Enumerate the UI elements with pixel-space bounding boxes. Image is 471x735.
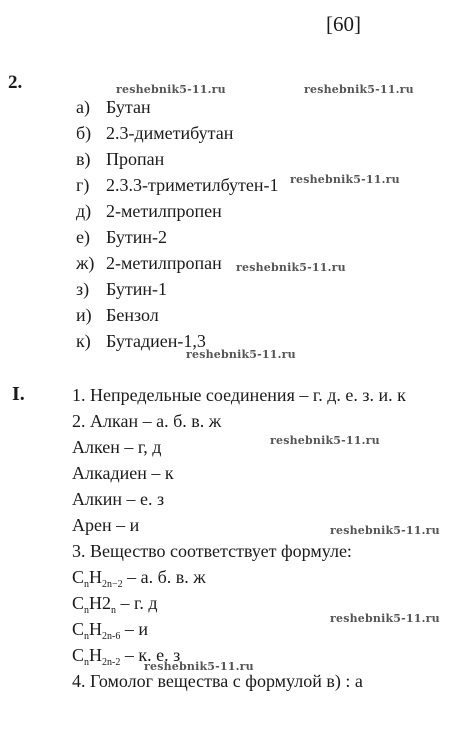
item-label: ж) [76, 253, 95, 273]
formula-c-index: n [84, 605, 90, 616]
answer-line: Алкен – г, д [72, 437, 162, 457]
list-item [76, 149, 164, 169]
formula-h-index: 2n-6 [102, 631, 121, 642]
formula-line [72, 593, 158, 616]
item-text: 2.3-диметибутан [106, 123, 234, 143]
watermark: reshebnik5-11.ru [304, 83, 414, 96]
item-label: г) [76, 175, 90, 195]
formula-h: H [89, 619, 103, 639]
item-text: Бутин-2 [106, 227, 168, 247]
list-item [76, 201, 222, 221]
answer-line: Алкин – е. з [72, 489, 165, 509]
list-item [76, 253, 222, 273]
list-item [76, 305, 159, 325]
formula-c: C [72, 619, 85, 639]
item-text: Бензол [106, 305, 159, 325]
answer-line: 3. Вещество соответствует формуле: [72, 541, 352, 561]
item-text: Пропан [106, 149, 165, 169]
item-text: Бутадиен-1,3 [106, 331, 206, 351]
formula-c-index: n [84, 631, 90, 642]
watermark: reshebnik5-11.ru [330, 612, 440, 625]
answer-line: 1. Непредельные соединения – г. д. е. з. и. к [72, 385, 406, 405]
list-item [76, 279, 167, 299]
answer-line: 4. Гомолог вещества с формулой в) : а [72, 671, 363, 691]
formula-answer: – и [120, 619, 148, 639]
section-I-number: I. [12, 383, 25, 405]
formula-line [72, 567, 206, 590]
watermark: reshebnik5-11.ru [290, 173, 400, 186]
watermark: reshebnik5-11.ru [186, 348, 296, 361]
formula-h-index: n [111, 605, 117, 616]
item-text: 2.3.3-триметилбутен-1 [106, 175, 279, 195]
answer-line: Арен – и [72, 515, 140, 535]
formula-h: H [89, 645, 103, 665]
formula-h: H2 [89, 593, 112, 613]
answer-line: 2. Алкан – а. б. в. ж [72, 411, 222, 431]
item-label: е) [76, 227, 90, 247]
list-item [76, 175, 279, 195]
watermark: reshebnik5-11.ru [236, 261, 346, 274]
item-label: д) [76, 201, 92, 221]
formula-h-index: 2n-2 [102, 657, 121, 668]
item-text: 2-метилпропен [106, 201, 222, 221]
formula-h-index: 2n−2 [102, 579, 123, 590]
watermark: reshebnik5-11.ru [144, 660, 254, 673]
watermark: reshebnik5-11.ru [116, 83, 226, 96]
formula-answer: – а. б. в. ж [122, 567, 206, 587]
item-label: з) [76, 279, 90, 299]
watermark: reshebnik5-11.ru [270, 434, 380, 447]
item-text: Бутан [106, 97, 151, 117]
item-text: Бутин-1 [106, 279, 168, 299]
formula-answer: – к. е. з [120, 645, 181, 665]
answer-line: Алкадиен – к [72, 463, 174, 483]
formula-c: C [72, 645, 85, 665]
list-item [76, 123, 233, 143]
formula-c: C [72, 567, 85, 587]
formula-h: H [89, 567, 103, 587]
list-item [76, 97, 151, 117]
item-label: б) [76, 123, 92, 143]
formula-answer: – г. д [116, 593, 158, 613]
item-label: в) [76, 149, 91, 169]
page-number: [60] [326, 12, 361, 36]
section-2-number: 2. [8, 72, 23, 93]
item-text: 2-метилпропан [106, 253, 222, 273]
list-item [76, 227, 167, 247]
item-label: а) [76, 97, 90, 117]
formula-c: C [72, 593, 85, 613]
formula-c-index: n [84, 657, 90, 668]
item-label: и) [76, 305, 92, 325]
watermark: reshebnik5-11.ru [330, 524, 440, 537]
formula-line [72, 619, 148, 642]
item-label: к) [76, 331, 91, 351]
formula-c-index: n [84, 579, 90, 590]
